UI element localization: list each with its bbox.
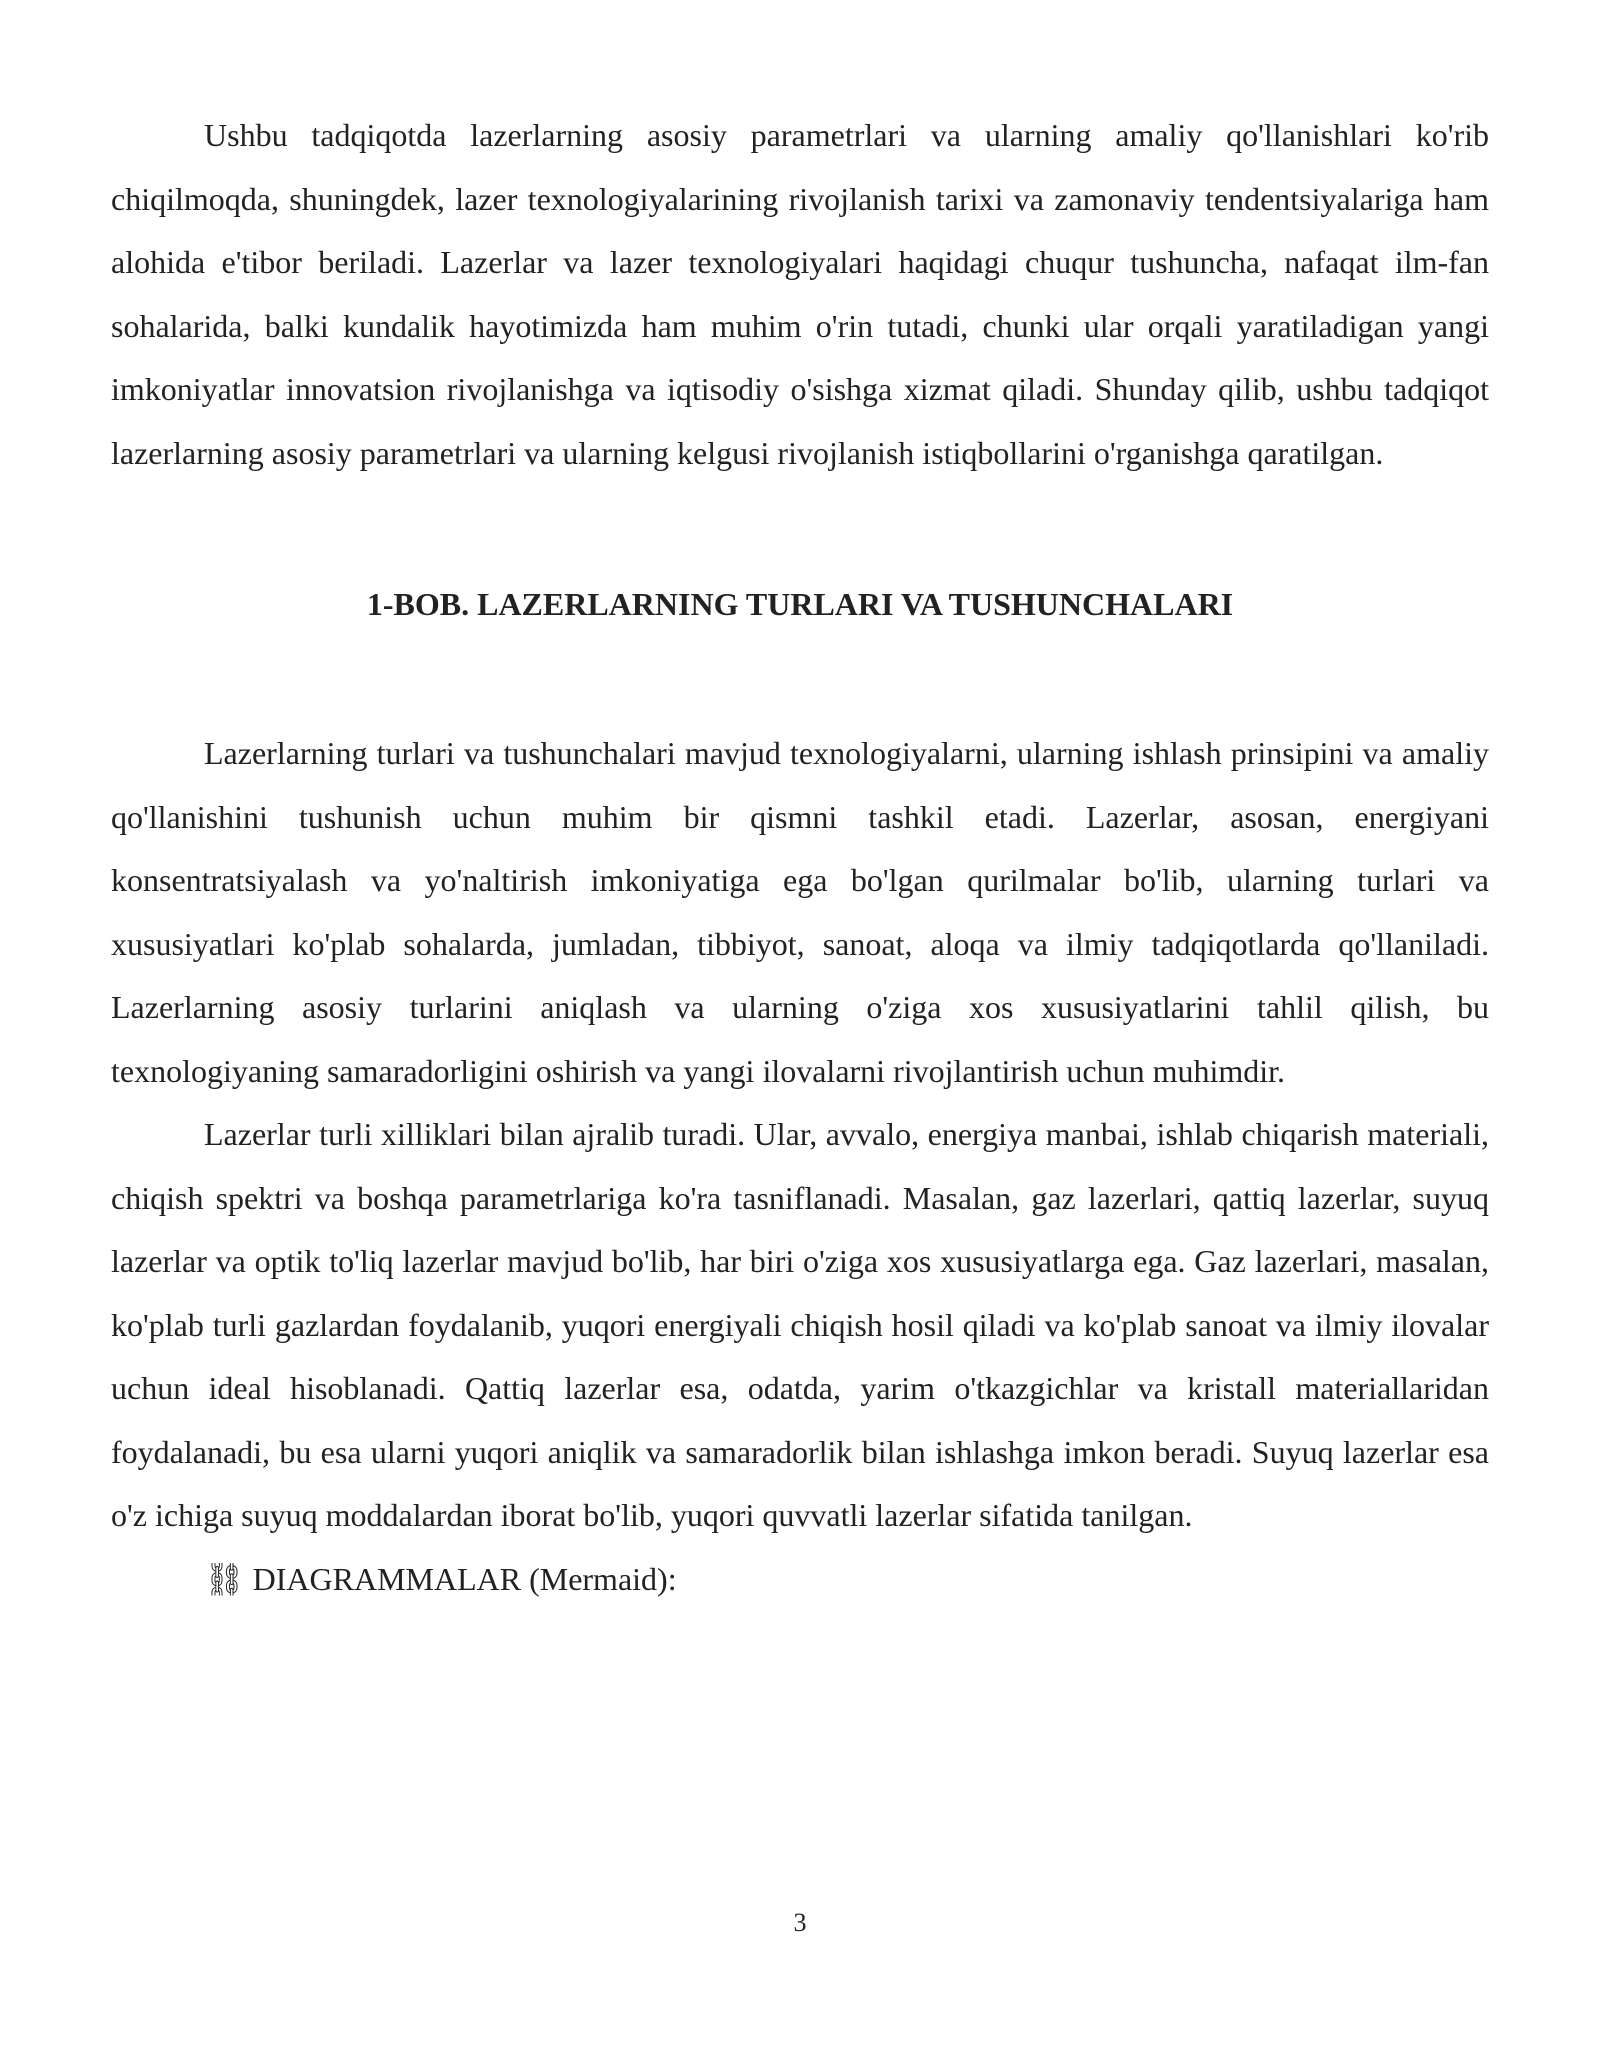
diagram-heading-label: DIAGRAMMALAR (Mermaid): (252, 1560, 677, 1597)
page-number: 3 (793, 1908, 807, 1937)
intro-paragraph: Ushbu tadqiqotda lazerlarning asosiy parametrlari va ularning amaliy qo'llanishlari ko'rib chiqilmoqda, shuningdek, lazer texnologiyalarining rivojlanish tarixi va zamonaviy tendentsiyalariga ham alohida e'tibor beriladi. Lazerlar va lazer texnologiyalari haqidagi chuqur tushuncha, nafaqat ilm-fan sohalarida, balki kundalik hayotimizda ham muhim o'rin tutadi, chunki ular orqali yaratiladigan yangi imkoniyatlar innovatsion rivojlanishga va iqtisodiy o'sishga xizmat qiladi. Shunday qilib, ushbu tadqiqot lazerlarning asosiy parametrlari va ularning kelgusi rivojlanish istiqbollarini o'rganishga qaratilgan. (111, 117, 1489, 471)
diagram-heading (111, 1548, 1489, 1612)
chapter-title: 1-BOB. LAZERLARNING TURLARI VA TUSHUNCHALARI (366, 586, 1234, 622)
document-page (111, 104, 1489, 1611)
chain-link-icon: ⛓ (204, 1560, 245, 1597)
body-paragraph-1: Lazerlarning turlari va tushunchalari mavjud texnologiyalarni, ularning ishlash prinsipini va amaliy qo'llanishini tushunish uchun muhim bir qismni tashkil etadi. Lazerlar, asosan, energiyani konsentratsiyalash va yo'naltirish imkoniyatiga ega bo'lgan qurilmalar bo'lib, ularning turlari va xususiyatlari ko'plab sohalarda, jumladan, tibbiyot, sanoat, aloqa va ilmiy tadqiqotlarda qo'llaniladi. Lazerlarning asosiy turlarini aniqlash va ularning o'ziga xos xususiyatlarini tahlil qilish, bu texnologiyaning samaradorligini oshirish va yangi ilovalarni rivojlantirish uchun muhimdir. (111, 735, 1489, 1089)
body-paragraph-2: Lazerlar turli xilliklari bilan ajralib turadi. Ular, avvalo, energiya manbai, ishlab chiqarish materiali, chiqish spektri va boshqa parametrlariga ko'ra tasniflanadi. Masalan, gaz lazerlari, qattiq lazerlar, suyuq lazerlar va optik to'liq lazerlar mavjud bo'lib, har biri o'ziga xos xususiyatlarga ega. Gaz lazerlari, masalan, ko'plab turli gazlardan foydalanib, yuqori energiyali chiqish hosil qiladi va ko'plab sanoat va ilmiy ilovalar uchun ideal hisoblanadi. Qattiq lazerlar esa, odatda, yarim o'tkazgichlar va kristall materiallaridan foydalanadi, bu esa ularni yuqori aniqlik va samaradorlik bilan ishlashga imkon beradi. Suyuq lazerlar esa o'z ichiga suyuq moddalardan iborat bo'lib, yuqori quvvatli lazerlar sifatida tanilgan. (111, 1116, 1489, 1533)
